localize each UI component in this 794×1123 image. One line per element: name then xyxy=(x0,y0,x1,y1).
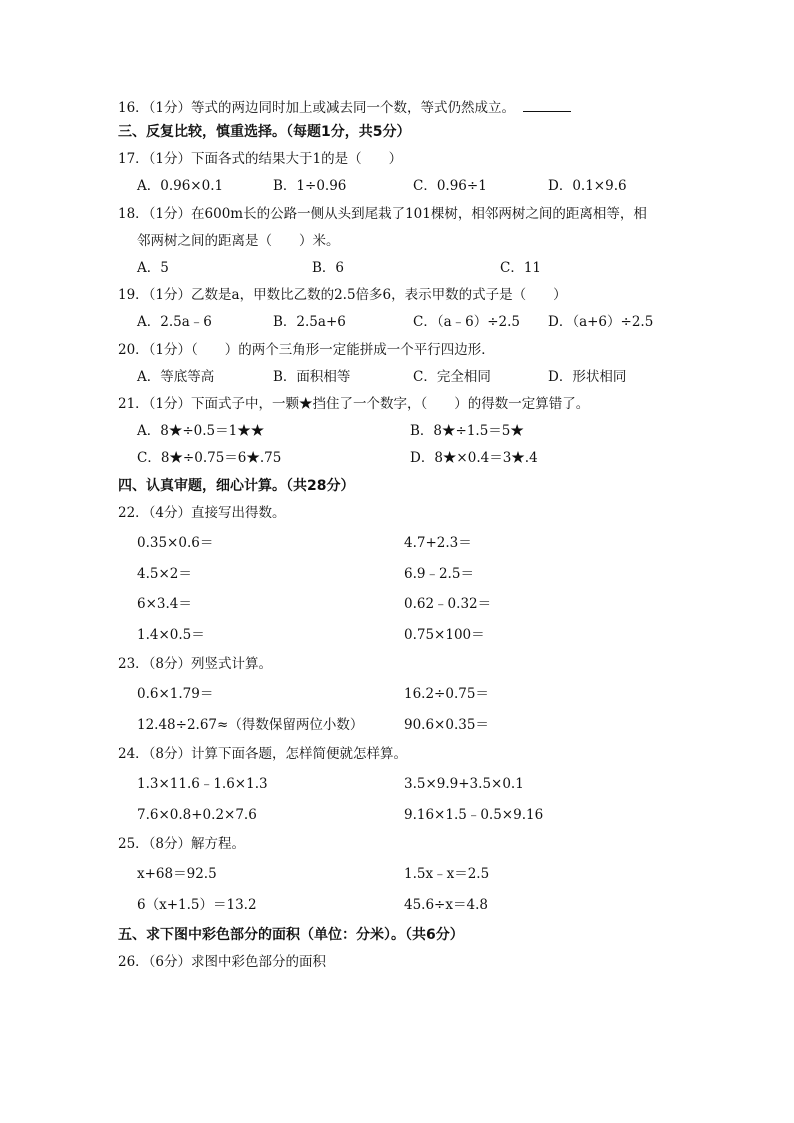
question-19-stem: 19．（1分）乙数是a，甲数比乙数的2.5倍多6，表示甲数的式子是（ ） xyxy=(118,287,567,303)
question-24-stem: 24．（8分）计算下面各题，怎样简便就怎样算。 xyxy=(118,746,408,762)
question-17-option-b[interactable]: B．1÷0.96 xyxy=(273,178,347,194)
q22-item: 4.5×2＝ xyxy=(137,566,192,582)
section-5-title: 五、求下图中彩色部分的面积（单位：分米）。（共6分） xyxy=(118,927,464,943)
section-4-title: 四、认真审题，细心计算。（共28分） xyxy=(118,478,355,494)
question-20-option-c[interactable]: C．完全相同 xyxy=(413,369,491,385)
question-20-option-d[interactable]: D．形状相同 xyxy=(548,369,627,385)
question-21-stem: 21．（1分）下面式子中，一颗★挡住了一个数字，（ ）的得数一定算错了。 xyxy=(118,396,590,412)
q23-item: 12.48÷2.67≈（得数保留两位小数） xyxy=(137,717,364,733)
question-19-option-a[interactable]: A．2.5a﹣6 xyxy=(137,314,212,330)
q22-item: 6×3.4＝ xyxy=(137,596,192,612)
question-19-option-b[interactable]: B．2.5a+6 xyxy=(273,314,346,330)
q22-item: 0.62﹣0.32＝ xyxy=(404,596,492,612)
section-3-title: 三、反复比较，慎重选择。（每题1分，共5分） xyxy=(118,124,411,140)
question-19-option-c[interactable]: C．（a﹣6）÷2.5 xyxy=(413,314,520,330)
question-21-option-c[interactable]: C．8★÷0.75＝6★.75 xyxy=(137,450,282,466)
question-16 xyxy=(118,99,571,116)
question-19-option-d[interactable]: D．（a+6）÷2.5 xyxy=(548,314,654,330)
q25-item: 6（x+1.5）＝13.2 xyxy=(137,897,257,913)
q22-item: 0.75×100＝ xyxy=(404,627,485,643)
q22-item: 6.9﹣2.5＝ xyxy=(404,566,474,582)
question-23-stem: 23．（8分）列竖式计算。 xyxy=(118,656,273,672)
question-20-option-b[interactable]: B．面积相等 xyxy=(273,369,351,385)
q23-item: 0.6×1.79＝ xyxy=(137,686,214,702)
q23-item: 90.6×0.35＝ xyxy=(404,717,489,733)
question-18-option-c[interactable]: C．11 xyxy=(500,260,542,276)
q24-item: 1.3×11.6﹣1.6×1.3 xyxy=(137,776,268,792)
q23-item: 16.2÷0.75＝ xyxy=(404,686,489,702)
question-17-option-c[interactable]: C．0.96÷1 xyxy=(413,178,487,194)
question-21-option-a[interactable]: A．8★÷0.5＝1★★ xyxy=(137,423,265,439)
question-18-option-a[interactable]: A．5 xyxy=(137,260,169,276)
q25-item: 1.5x﹣x＝2.5 xyxy=(404,866,490,882)
answer-blank[interactable] xyxy=(523,99,571,112)
question-25-stem: 25．（8分）解方程。 xyxy=(118,836,246,852)
question-17-option-a[interactable]: A．0.96×0.1 xyxy=(137,178,224,194)
question-18-option-b[interactable]: B．6 xyxy=(312,260,345,276)
q25-item: x+68＝92.5 xyxy=(137,866,217,882)
question-21-option-d[interactable]: D．8★×0.4＝3★.4 xyxy=(410,450,538,466)
question-18-stem-line2: 邻两树之间的距离是（ ）米。 xyxy=(137,233,340,249)
q22-item: 1.4×0.5＝ xyxy=(137,627,205,643)
q24-item: 3.5×9.9+3.5×0.1 xyxy=(404,776,524,792)
question-18-stem-line1: 18．（1分）在600m长的公路一侧从头到尾栽了101棵树，相邻两树之间的距离相等，相 xyxy=(118,206,647,222)
question-22-stem: 22．（4分）直接写出得数。 xyxy=(118,505,286,521)
q24-item: 7.6×0.8+0.2×7.6 xyxy=(137,807,257,823)
q22-item: 4.7+2.3＝ xyxy=(404,535,472,551)
question-21-option-b[interactable]: B．8★÷1.5＝5★ xyxy=(410,423,524,439)
question-17-option-d[interactable]: D．0.1×9.6 xyxy=(548,178,627,194)
q24-item: 9.16×1.5﹣0.5×9.16 xyxy=(404,807,544,823)
question-20-option-a[interactable]: A．等底等高 xyxy=(137,369,215,385)
question-16-text: 16．（1分）等式的两边同时加上或减去同一个数，等式仍然成立。 xyxy=(118,100,516,116)
question-17-stem: 17．（1分）下面各式的结果大于1的是（ ） xyxy=(118,151,403,167)
q22-item: 0.35×0.6＝ xyxy=(137,535,214,551)
q25-item: 45.6÷x＝4.8 xyxy=(404,897,488,913)
question-26-stem: 26．（6分）求图中彩色部分的面积 xyxy=(118,954,327,970)
question-20-stem: 20．（1分）（ ）的两个三角形一定能拼成一个平行四边形． xyxy=(118,342,495,358)
